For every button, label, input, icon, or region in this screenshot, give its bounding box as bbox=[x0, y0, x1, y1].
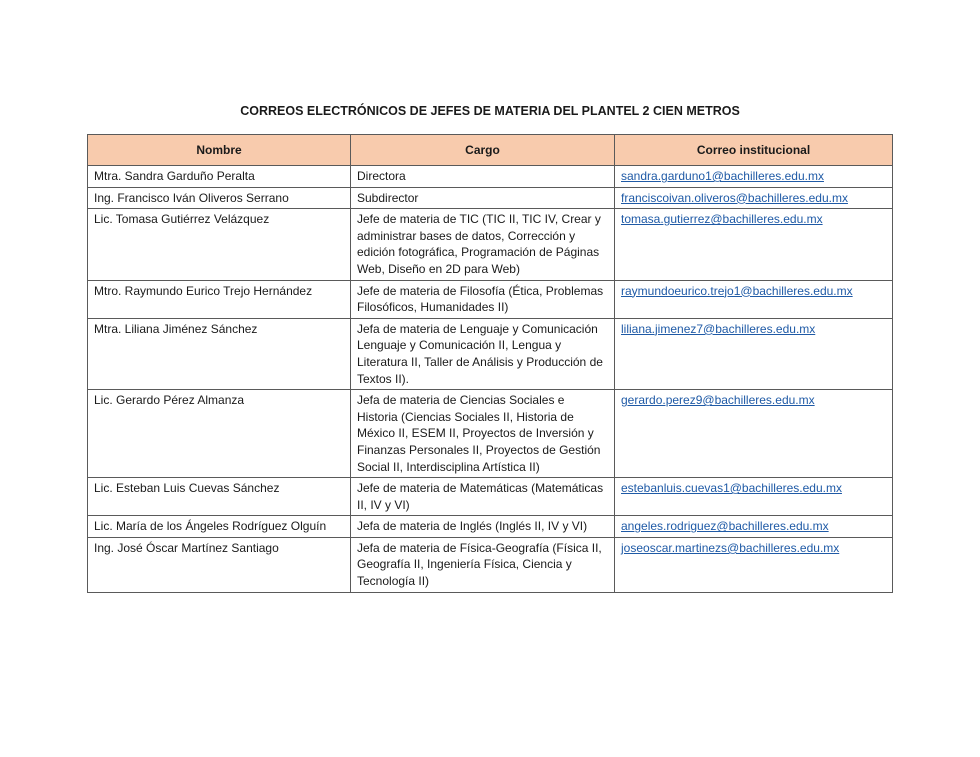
email-link[interactable]: joseoscar.martinezs@bachilleres.edu.mx bbox=[621, 540, 840, 555]
table-row bbox=[88, 280, 893, 318]
role-cell: Jefa de materia de Física-Geografía (Física II, Geografía II, Ingeniería Física, Ciencia y Tecnología II) bbox=[351, 537, 615, 592]
name-cell: Lic. María de los Ángeles Rodríguez Olguín bbox=[88, 516, 351, 538]
email-link[interactable]: raymundoeurico.trejo1@bachilleres.edu.mx bbox=[621, 283, 853, 298]
email-link[interactable]: tomasa.gutierrez@bachilleres.edu.mx bbox=[621, 212, 823, 227]
email-link[interactable]: angeles.rodriguez@bachilleres.edu.mx bbox=[621, 519, 829, 534]
email-cell bbox=[615, 166, 893, 188]
email-cell bbox=[615, 516, 893, 538]
name-cell: Mtra. Liliana Jiménez Sánchez bbox=[88, 318, 351, 389]
table-header-row bbox=[88, 135, 893, 166]
email-link[interactable]: estebanluis.cuevas1@bachilleres.edu.mx bbox=[621, 481, 842, 496]
email-cell bbox=[615, 390, 893, 478]
role-cell: Jefe de materia de Matemáticas (Matemáticas II, IV y VI) bbox=[351, 478, 615, 516]
email-link[interactable]: franciscoivan.oliveros@bachilleres.edu.mx bbox=[621, 190, 848, 205]
table-row bbox=[88, 166, 893, 188]
name-cell: Lic. Tomasa Gutiérrez Velázquez bbox=[88, 209, 351, 280]
name-cell: Mtra. Sandra Garduño Peralta bbox=[88, 166, 351, 188]
role-cell: Jefe de materia de TIC (TIC II, TIC IV, Crear y administrar bases de datos, Corrección y edición fotográfica, Programación de Páginas Web, Diseño en 2D para Web) bbox=[351, 209, 615, 280]
name-cell: Lic. Esteban Luis Cuevas Sánchez bbox=[88, 478, 351, 516]
table-row bbox=[88, 537, 893, 592]
email-link[interactable]: sandra.garduno1@bachilleres.edu.mx bbox=[621, 169, 824, 183]
column-header-cargo: Cargo bbox=[351, 135, 615, 166]
table-row bbox=[88, 478, 893, 516]
role-cell: Jefe de materia de Filosofía (Ética, Problemas Filosóficos, Humanidades II) bbox=[351, 280, 615, 318]
email-cell bbox=[615, 478, 893, 516]
email-cell bbox=[615, 187, 893, 209]
email-cell bbox=[615, 537, 893, 592]
name-cell: Ing. Francisco Iván Oliveros Serrano bbox=[88, 187, 351, 209]
table-row bbox=[88, 516, 893, 538]
email-link[interactable]: liliana.jimenez7@bachilleres.edu.mx bbox=[621, 321, 816, 336]
contacts-table bbox=[87, 134, 893, 593]
role-cell: Jefa de materia de Lenguaje y Comunicación Lenguaje y Comunicación II, Lengua y Literatura II, Taller de Análisis y Producción de Textos II). bbox=[351, 318, 615, 389]
column-header-nombre: Nombre bbox=[88, 135, 351, 166]
name-cell: Lic. Gerardo Pérez Almanza bbox=[88, 390, 351, 478]
name-cell: Ing. José Óscar Martínez Santiago bbox=[88, 537, 351, 592]
table-body bbox=[88, 166, 893, 593]
table-row bbox=[88, 318, 893, 389]
email-link[interactable]: gerardo.perez9@bachilleres.edu.mx bbox=[621, 393, 815, 408]
document-title: CORREOS ELECTRÓNICOS DE JEFES DE MATERIA DEL PLANTEL 2 CIEN METROS bbox=[240, 104, 740, 118]
name-cell: Mtro. Raymundo Eurico Trejo Hernández bbox=[88, 280, 351, 318]
table-row bbox=[88, 209, 893, 280]
email-cell bbox=[615, 280, 893, 318]
column-header-correo: Correo institucional bbox=[615, 135, 893, 166]
table-row bbox=[88, 187, 893, 209]
role-cell: Jefa de materia de Inglés (Inglés II, IV y VI) bbox=[351, 516, 615, 538]
role-cell: Directora bbox=[351, 166, 615, 188]
role-cell: Jefa de materia de Ciencias Sociales e Historia (Ciencias Sociales II, Historia de México II, ESEM II, Proyectos de Inversión y Finanzas Personales II, Proyectos de Gestión Social II, Interdisciplina Artística II) bbox=[351, 390, 615, 478]
email-cell bbox=[615, 318, 893, 389]
email-cell bbox=[615, 209, 893, 280]
role-cell: Subdirector bbox=[351, 187, 615, 209]
table-row bbox=[88, 390, 893, 478]
